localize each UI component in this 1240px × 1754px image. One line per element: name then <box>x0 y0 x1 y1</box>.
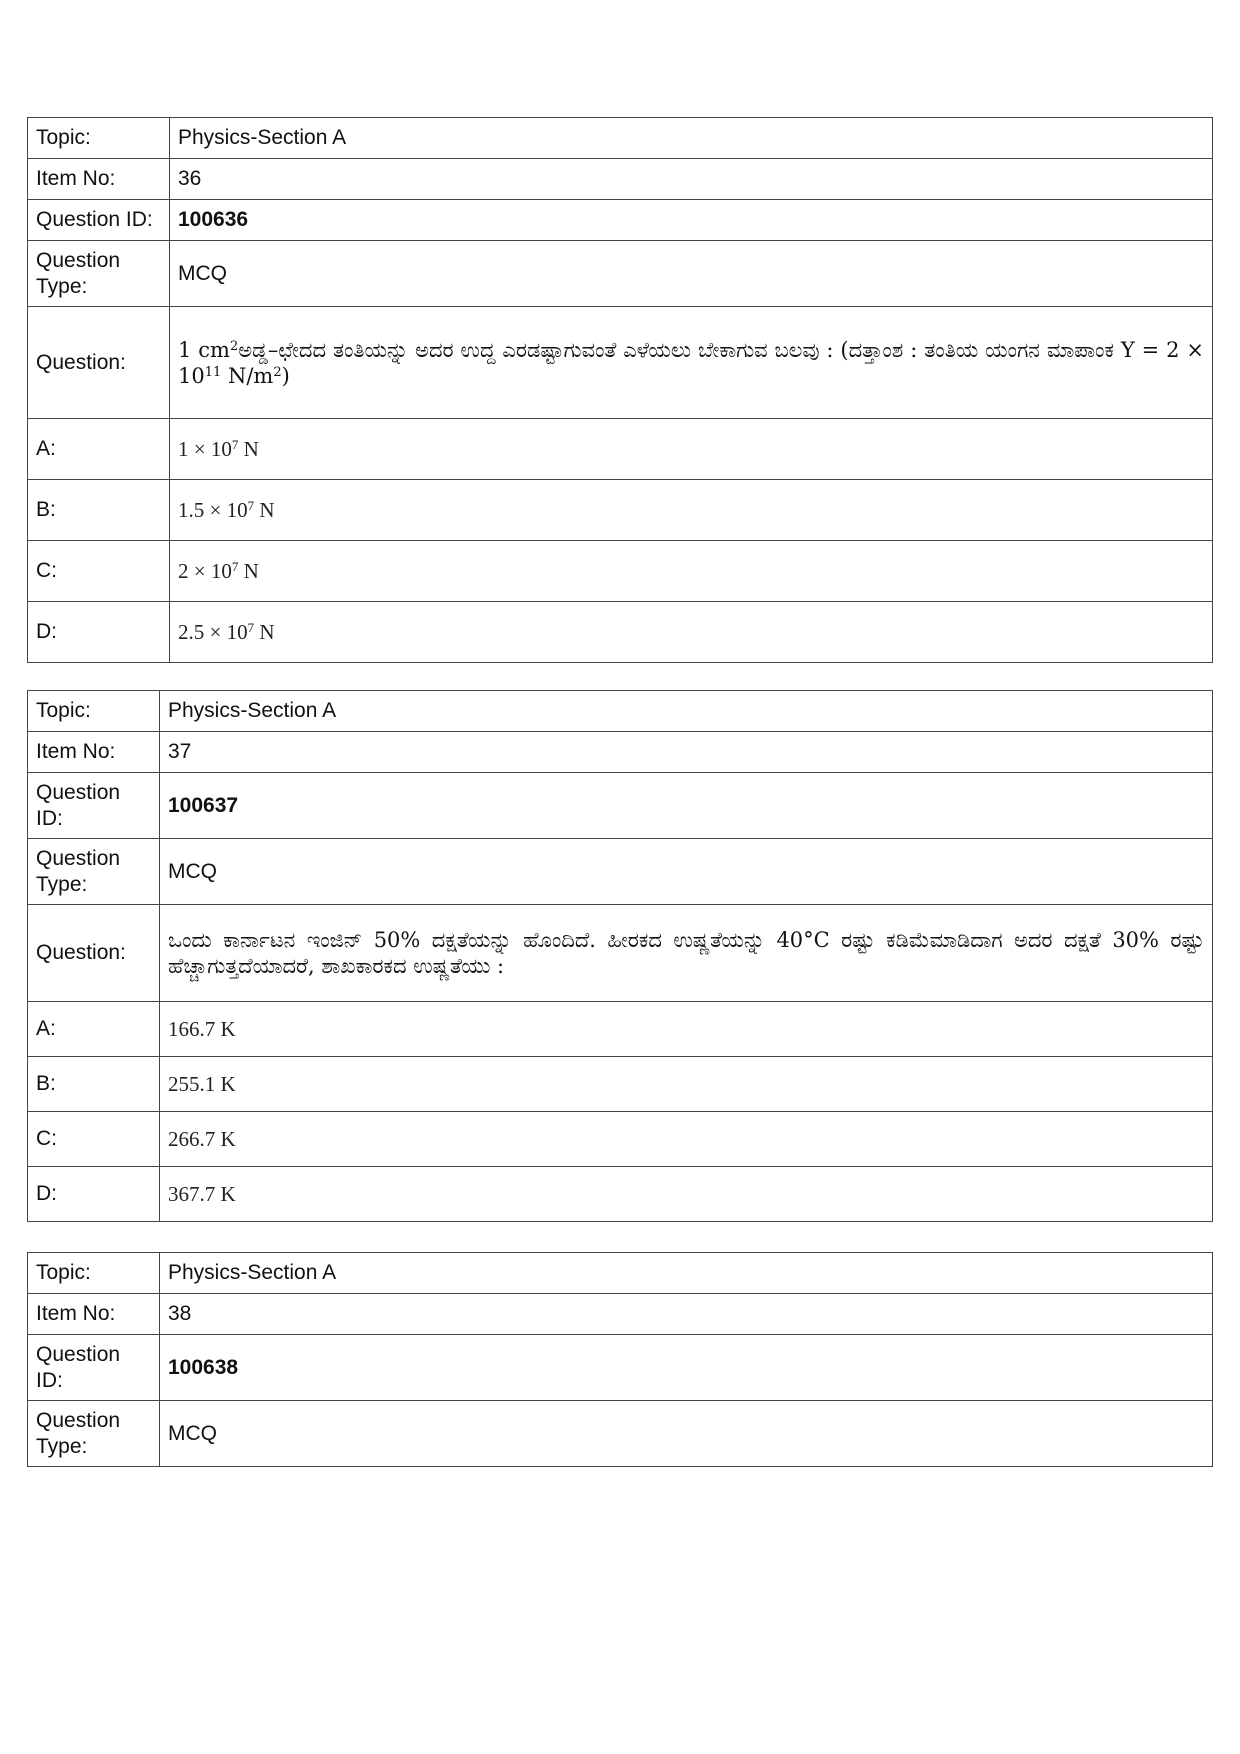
question-id-row <box>28 200 1213 241</box>
option-unit: N <box>254 620 275 644</box>
question-row <box>28 307 1213 419</box>
question-id-value: 100638 <box>160 1335 1213 1401</box>
option-unit: N <box>238 559 259 583</box>
question-table-37 <box>27 690 1213 1222</box>
question-text: ಒಂದು ಕಾರ್ನಾಟನ ಇಂಜಿನ್ 50% ದಕ್ಷತೆಯನ್ನು ಹೊಂದಿದೆ. ಹೀರಕದ ಉಷ್ಣತೆಯನ್ನು 40°C ರಷ್ಟು ಕಡಿಮೆಮಾಡಿದಾಗ ಅದರ ದಕ್ಷತೆ 30% ರಷ್ಟು ಹೆಚ್ಚಾಗುತ್ತದೆಯಾದರೆ, ಶಾಖಕಾರಕದ ಉಷ್ಣತೆಯು : <box>160 905 1213 1002</box>
option-value-c <box>170 541 1213 602</box>
option-label-c: C: <box>28 541 170 602</box>
superscript: 7 <box>247 497 255 513</box>
item-no-value: 38 <box>160 1294 1213 1335</box>
option-row-d <box>28 1167 1213 1222</box>
option-row-c <box>28 541 1213 602</box>
option-row-a <box>28 419 1213 480</box>
question-text-part: ಅಡ್ಡ–ಛೇದದ ತಂತಿಯನ್ನು ಅದರ ಉದ್ದ ಎರಡಷ್ಟಾಗುವಂತೆ ಎಳೆಯಲು ಬೇಕಾಗುವ ಬಲವು : (ದತ್ತಾಂಶ : ತಂತಿಯ ಯಂಗನ ಮಾಪಾಂಕ Y = 2 × 10 <box>178 337 1204 388</box>
superscript: 7 <box>231 558 239 574</box>
question-table-36 <box>27 117 1213 663</box>
superscript: 7 <box>231 436 239 452</box>
question-text-part: ) <box>281 363 290 388</box>
topic-label: Topic: <box>28 118 170 159</box>
item-no-row <box>28 732 1213 773</box>
question-type-label: Question Type: <box>28 1401 160 1467</box>
question-type-value: MCQ <box>170 241 1213 307</box>
option-label-b: B: <box>28 480 170 541</box>
topic-label: Topic: <box>28 691 160 732</box>
superscript: 2 <box>229 338 239 354</box>
question-type-label: Question Type: <box>28 241 170 307</box>
question-id-value: 100637 <box>160 773 1213 839</box>
question-table-38 <box>27 1252 1213 1467</box>
item-no-row <box>28 159 1213 200</box>
superscript: 7 <box>247 619 255 635</box>
topic-value: Physics-Section A <box>160 691 1213 732</box>
option-text: 2 × 10 <box>178 559 232 583</box>
question-label: Question: <box>28 905 160 1002</box>
item-no-value: 36 <box>170 159 1213 200</box>
option-row-c <box>28 1112 1213 1167</box>
question-text <box>170 307 1213 419</box>
option-unit: N <box>238 437 259 461</box>
question-id-row <box>28 773 1213 839</box>
option-label-c: C: <box>28 1112 160 1167</box>
option-label-a: A: <box>28 419 170 480</box>
option-value-b <box>170 480 1213 541</box>
option-unit: N <box>254 498 275 522</box>
option-text: 1.5 × 10 <box>178 498 248 522</box>
superscript: 11 <box>204 364 222 380</box>
question-text-part: 1 cm <box>178 337 230 362</box>
question-type-row <box>28 839 1213 905</box>
option-label-b: B: <box>28 1057 160 1112</box>
question-text-part: N/m <box>221 363 274 388</box>
question-label: Question: <box>28 307 170 419</box>
superscript: 2 <box>273 364 282 380</box>
question-type-label: Question Type: <box>28 839 160 905</box>
item-no-label: Item No: <box>28 1294 160 1335</box>
option-text: 2.5 × 10 <box>178 620 248 644</box>
question-type-value: MCQ <box>160 1401 1213 1467</box>
topic-row <box>28 118 1213 159</box>
question-id-label: Question ID: <box>28 200 170 241</box>
topic-value: Physics-Section A <box>170 118 1213 159</box>
topic-value: Physics-Section A <box>160 1253 1213 1294</box>
option-row-d <box>28 602 1213 663</box>
question-id-label: Question ID: <box>28 773 160 839</box>
question-id-label: Question ID: <box>28 1335 160 1401</box>
question-type-row <box>28 241 1213 307</box>
item-no-label: Item No: <box>28 732 160 773</box>
question-row <box>28 905 1213 1002</box>
topic-row <box>28 691 1213 732</box>
question-id-value: 100636 <box>170 200 1213 241</box>
topic-row <box>28 1253 1213 1294</box>
option-row-b <box>28 1057 1213 1112</box>
option-row-b <box>28 480 1213 541</box>
question-type-value: MCQ <box>160 839 1213 905</box>
topic-label: Topic: <box>28 1253 160 1294</box>
option-value-d <box>170 602 1213 663</box>
option-value-a: 166.7 K <box>160 1002 1213 1057</box>
option-label-d: D: <box>28 602 170 663</box>
option-text: 1 × 10 <box>178 437 232 461</box>
item-no-label: Item No: <box>28 159 170 200</box>
option-label-d: D: <box>28 1167 160 1222</box>
item-no-value: 37 <box>160 732 1213 773</box>
option-value-d: 367.7 K <box>160 1167 1213 1222</box>
option-value-c: 266.7 K <box>160 1112 1213 1167</box>
question-id-row <box>28 1335 1213 1401</box>
option-label-a: A: <box>28 1002 160 1057</box>
item-no-row <box>28 1294 1213 1335</box>
option-row-a <box>28 1002 1213 1057</box>
question-type-row <box>28 1401 1213 1467</box>
option-value-b: 255.1 K <box>160 1057 1213 1112</box>
option-value-a <box>170 419 1213 480</box>
